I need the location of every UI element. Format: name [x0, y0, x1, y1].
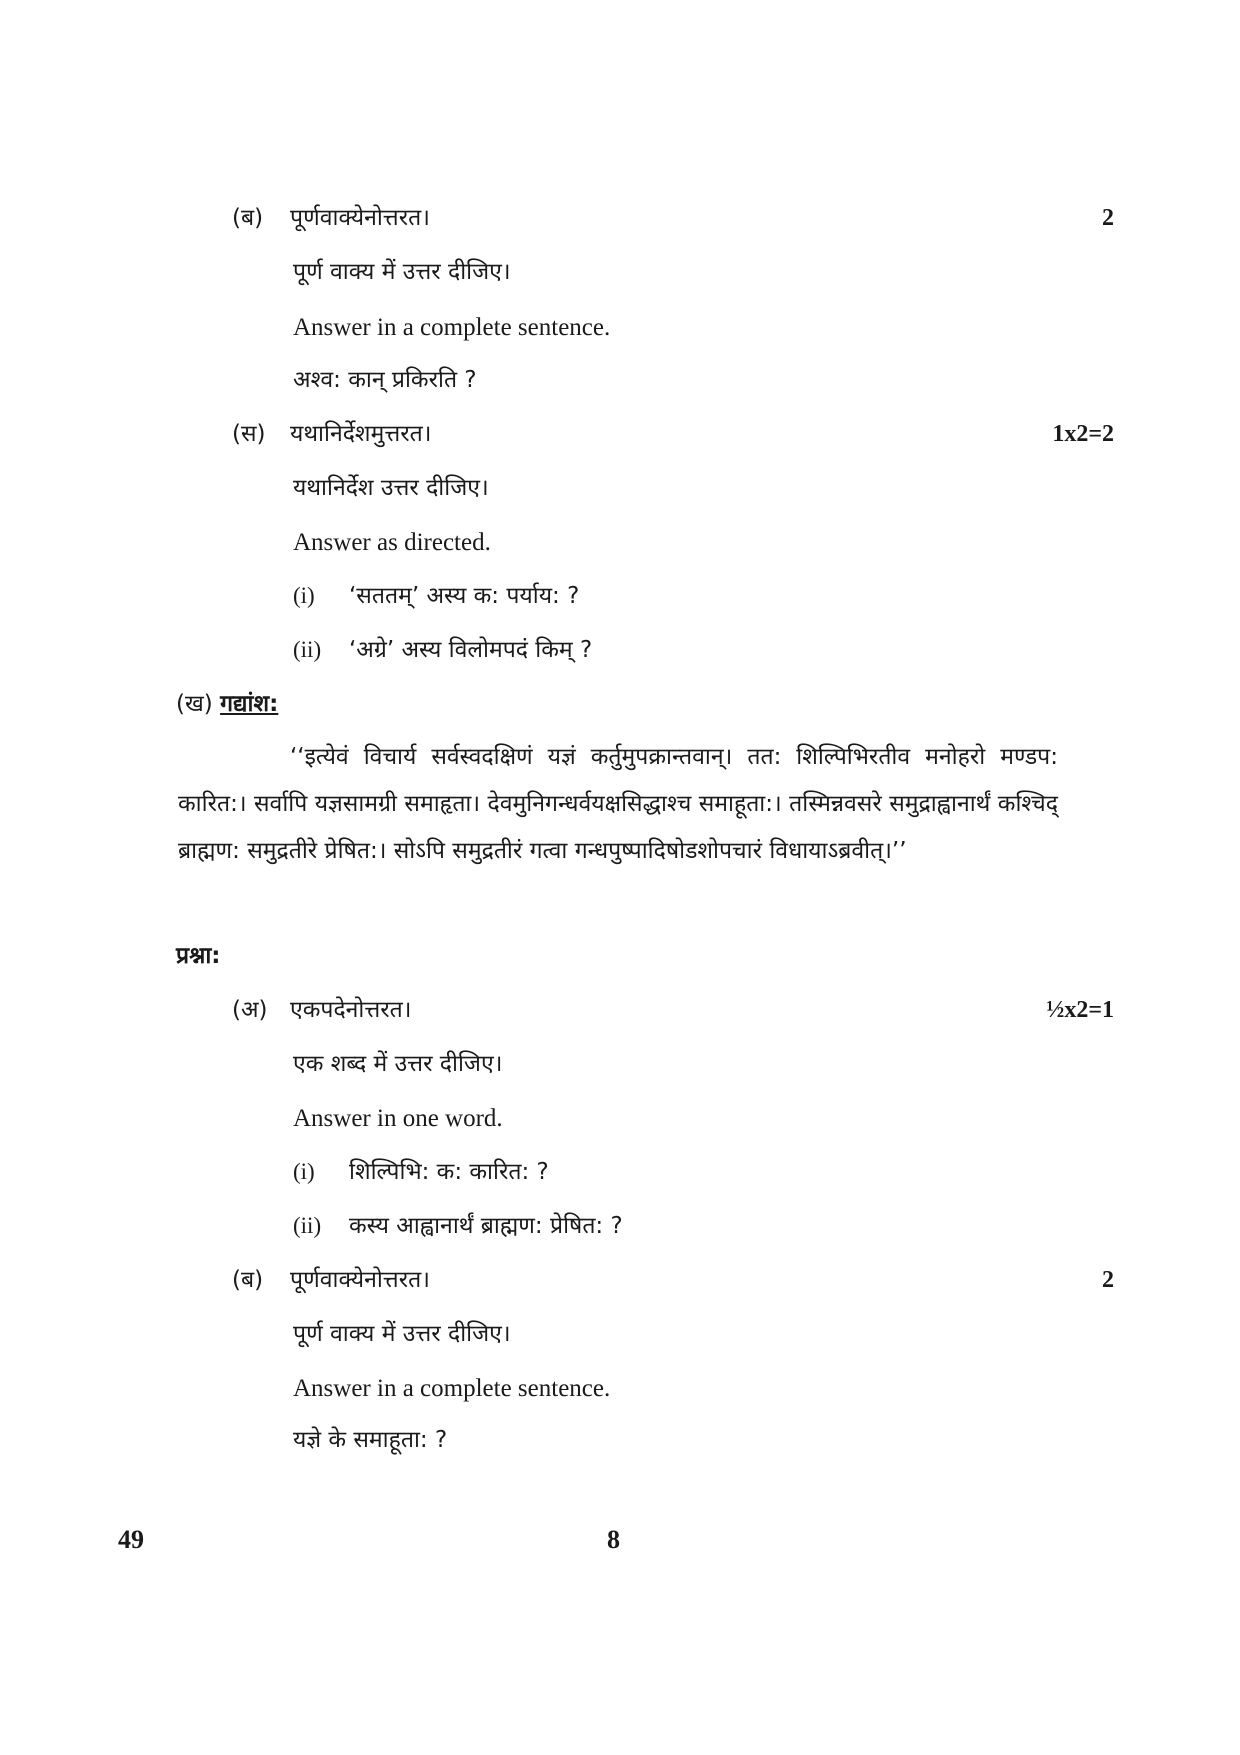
question-s-marks: 1x2=2: [1052, 421, 1114, 447]
question-s-item-number: (ii): [293, 637, 322, 662]
section-kha-label: (ख): [176, 691, 213, 717]
question-s-heading: [232, 418, 431, 450]
question-a-item: [293, 1156, 549, 1188]
paper-code: 49: [118, 1525, 144, 1554]
question-b-instruction-hindi: पूर्ण वाक्य में उत्तर दीजिए।: [293, 259, 511, 285]
section-kha-heading: [176, 688, 278, 720]
question-kha-b-marks: 2: [1102, 1267, 1114, 1293]
question-b-label: (ब): [232, 205, 264, 231]
question-a-instruction-sanskrit: एकपदेनोत्तरत।: [290, 997, 412, 1023]
question-kha-b-instruction-sanskrit: पूर्णवाक्येनोत्तरत।: [290, 1267, 430, 1293]
question-s-label: (स): [232, 421, 266, 447]
question-a-instruction-english: Answer in one word.: [293, 1105, 503, 1132]
question-b-text: अश्व: कान् प्रकिरति ?: [293, 367, 477, 393]
question-a-marks: ½x2=1: [1046, 997, 1114, 1023]
question-kha-b-text: यज्ञे के समाहूता: ?: [293, 1427, 448, 1453]
question-s-item: [293, 580, 579, 612]
question-a-item-text: शिल्पिभि: क: कारित: ?: [349, 1159, 549, 1185]
question-b-heading: [232, 202, 430, 234]
question-a-item-number: (ii): [293, 1213, 322, 1238]
question-a-instruction-hindi: एक शब्द में उत्तर दीजिए।: [293, 1051, 503, 1077]
question-a-item: [293, 1210, 623, 1242]
question-s-instruction-hindi: यथानिर्देश उत्तर दीजिए।: [293, 475, 489, 501]
question-s-item-text: ‘अग्रे’ अस्य विलोमपदं किम् ?: [349, 637, 593, 663]
section-kha-title: गद्यांश:: [220, 691, 279, 717]
question-s-item-text: ‘सततम्’ अस्य क: पर्याय: ?: [349, 583, 580, 609]
question-a-item-number: (i): [293, 1159, 315, 1184]
question-s-item: [293, 634, 592, 666]
question-a-label: (अ): [232, 997, 268, 1023]
page-number: 8: [607, 1525, 620, 1554]
questions-heading: प्रश्ना:: [176, 943, 221, 969]
question-b-instruction-sanskrit: पूर्णवाक्येनोत्तरत।: [290, 205, 430, 231]
question-b-marks: 2: [1102, 205, 1114, 231]
passage: [178, 734, 1058, 875]
question-s-instruction-english: Answer as directed.: [293, 529, 491, 556]
question-kha-b-instruction-english: Answer in a complete sentence.: [293, 1375, 611, 1402]
question-s-instruction-sanskrit: यथानिर्देशमुत्तरत।: [290, 421, 432, 447]
passage-text: ‘‘इत्येवं विचार्य सर्वस्वदक्षिणं यज्ञं कर्तुमुपक्रान्तवान्। तत: शिल्पिभिरतीव मनोहरो मण्डप: कारित:। सर्वापि यज्ञसामग्री समाहृता। देवमुनिगन्धर्वयक्षसिद्धाश्च समाहूता:। तस्मिन्नवसरे समुद्राह्वानार्थं कश्चिद् ब्राह्मण: समुद्रतीरे प्रेषित:। सोऽपि समुद्रतीरं गत्वा गन्धपुष्पादिषोडशोपचारं विधायाऽब्रवीत्।’’: [178, 744, 1058, 864]
question-kha-b-instruction-hindi: पूर्ण वाक्य में उत्तर दीजिए।: [293, 1321, 511, 1347]
question-b-instruction-english: Answer in a complete sentence.: [293, 314, 611, 341]
question-a-item-text: कस्य आह्वानार्थं ब्राह्मण: प्रेषित: ?: [349, 1213, 623, 1239]
question-s-item-number: (i): [293, 583, 315, 608]
question-kha-b-label: (ब): [232, 1267, 264, 1293]
question-a-heading: [232, 994, 412, 1026]
question-kha-b-heading: [232, 1264, 430, 1296]
